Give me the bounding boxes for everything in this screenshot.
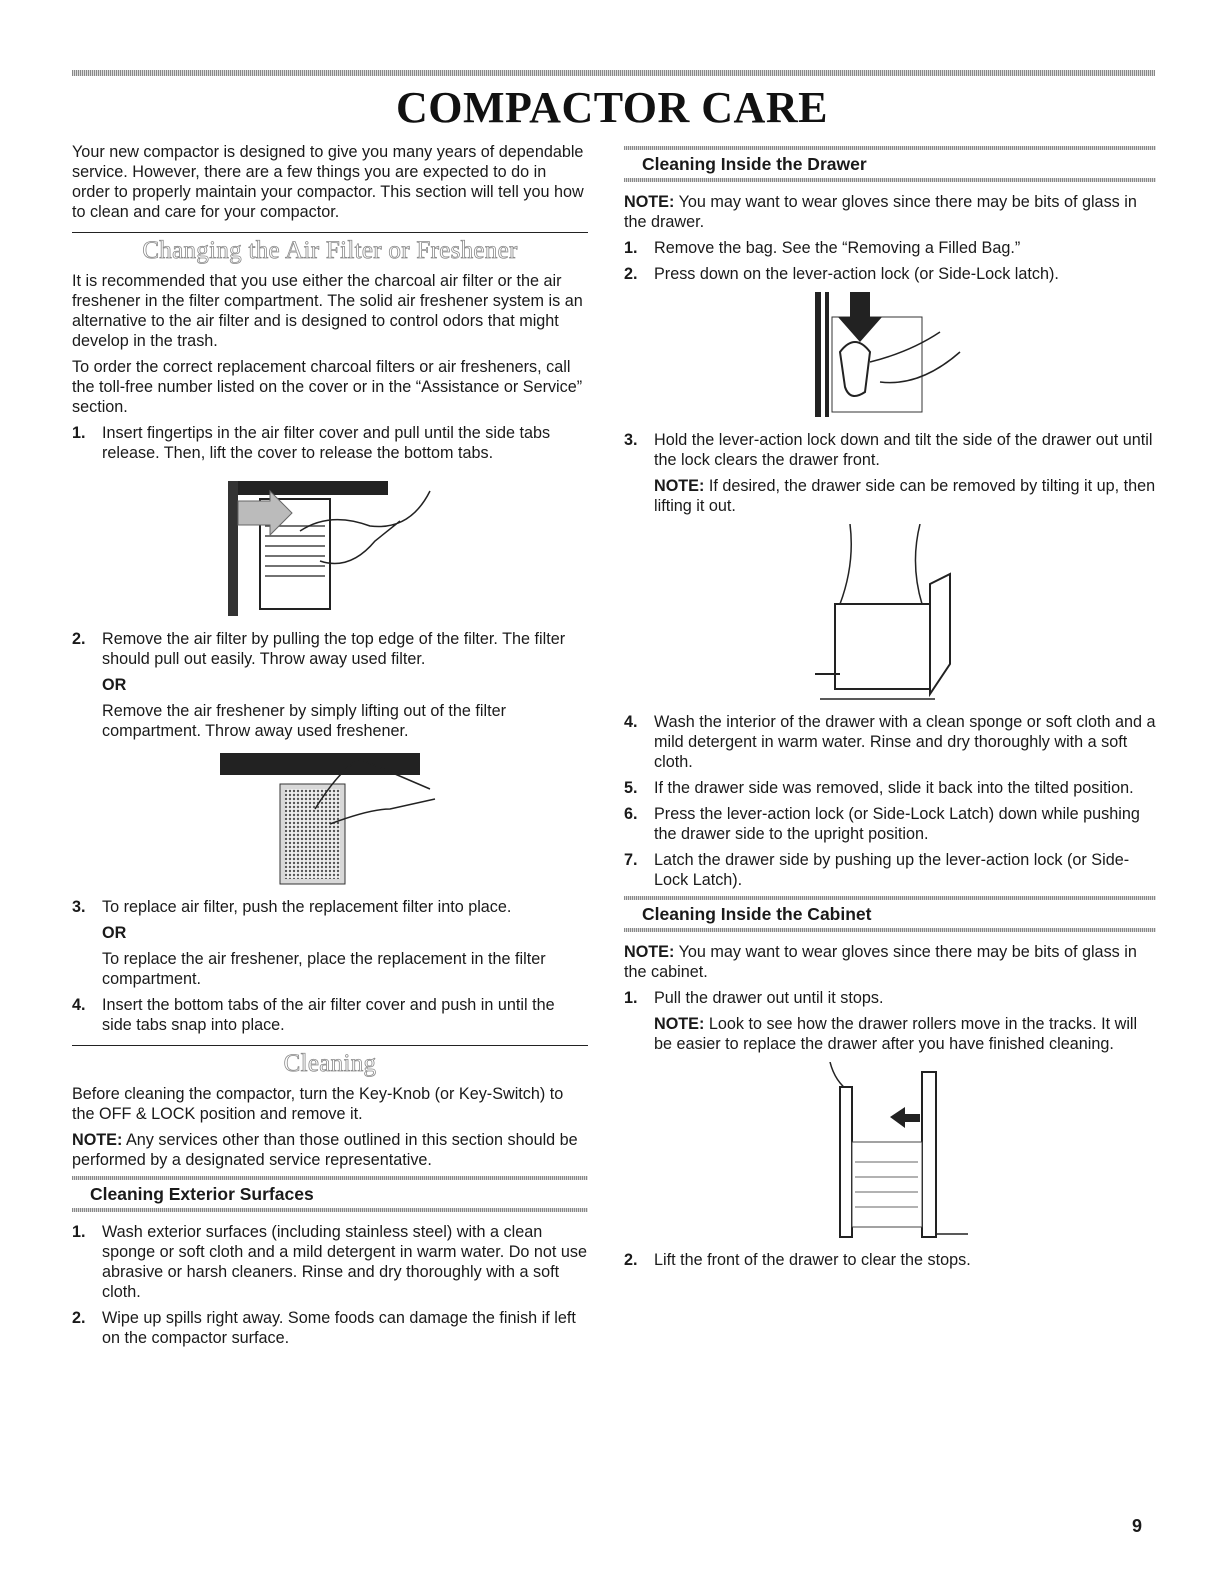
step-text: Wash exterior surfaces (including stainless steel) with a clean sponge or soft cloth and a mild detergent in warm water. Do not use abrasive or harsh cleaners. Rinse and dry thoroughly with a soft cloth. [102, 1223, 587, 1301]
cabinet-steps-cont [624, 1250, 1156, 1270]
note-text: Look to see how the drawer rollers move in the tracks. It will be easier to replace the drawer after you have finished cleaning. [654, 1015, 1138, 1053]
step-number: 1. [72, 424, 86, 442]
air-filter-steps [72, 423, 588, 463]
step-text: Insert fingertips in the air filter cover and pull until the side tabs release. Then, lift the cover to release the bottom tabs. [102, 424, 551, 462]
or-label: OR [102, 924, 127, 942]
air-freshener-illustration [220, 749, 440, 889]
step-number: 3. [624, 431, 638, 449]
note-text: You may want to wear gloves since there may be bits of glass in the cabinet. [624, 943, 1137, 981]
list-item [72, 1308, 588, 1348]
step-number: 5. [624, 779, 638, 797]
air-filter-para-1: It is recommended that you use either the charcoal air filter or the air freshener in the filter compartment. The solid air freshener system is an alternative to the air filter and is designed to control odors that might develop in the trash. [72, 272, 583, 350]
note-label: NOTE: [654, 1015, 705, 1033]
list-item [624, 712, 1156, 772]
air-filter-steps-cont [72, 629, 588, 741]
drawer-steps-cont [624, 430, 1156, 516]
drawer-steps [624, 238, 1156, 284]
step-number: 2. [624, 265, 638, 283]
step-text: Press down on the lever-action lock (or Side-Lock latch). [654, 265, 1059, 283]
list-item [72, 995, 588, 1035]
step-text: Pull the drawer out until it stops. [654, 989, 884, 1007]
cabinet-heading: Cleaning Inside the Cabinet [642, 904, 872, 924]
step-number: 6. [624, 805, 638, 823]
drawer-heading: Cleaning Inside the Drawer [642, 154, 867, 174]
exterior-heading: Cleaning Exterior Surfaces [90, 1184, 314, 1204]
step-number: 4. [624, 713, 638, 731]
list-item [624, 850, 1156, 890]
list-item [72, 1222, 588, 1302]
list-item [624, 430, 1156, 516]
cleaning-para: Before cleaning the compactor, turn the Key-Knob (or Key-Switch) to the OFF & LOCK position and remove it. [72, 1085, 564, 1123]
air-filter-cover-illustration [220, 471, 440, 621]
right-column [624, 146, 1156, 1276]
note-text: You may want to wear gloves since there may be bits of glass in the drawer. [624, 193, 1137, 231]
note-label: NOTE: [624, 193, 675, 211]
intro-paragraph: Your new compactor is designed to give you many years of dependable service. However, there are a few things you are expected to do in order to properly maintain your compactor. This section will tell you how to clean and care for your compactor. [72, 143, 584, 221]
air-filter-heading: Changing the Air Filter or Freshener [142, 237, 518, 264]
step-number: 1. [624, 989, 638, 1007]
step-text: Wash the interior of the drawer with a clean sponge or soft cloth and a mild detergent in warm water. Rinse and dry thoroughly with a soft cloth. [654, 713, 1156, 771]
cabinet-steps [624, 988, 1156, 1054]
drawer-steps-cont-2 [624, 712, 1156, 890]
note-label: NOTE: [72, 1131, 123, 1149]
list-item [72, 423, 588, 463]
step-number: 3. [72, 898, 86, 916]
step-text: Remove the bag. See the “Removing a Filled Bag.” [654, 239, 1021, 257]
note-text: Any services other than those outlined in this section should be performed by a designated service representative. [72, 1131, 578, 1169]
step-text: If the drawer side was removed, slide it back into the tilted position. [654, 779, 1134, 797]
section-divider [72, 232, 588, 233]
step-text: Lift the front of the drawer to clear the stops. [654, 1251, 971, 1269]
list-item [72, 629, 588, 741]
step-number: 1. [624, 239, 638, 257]
list-item [624, 264, 1156, 284]
exterior-subhead [72, 1176, 588, 1212]
left-column [72, 142, 588, 1354]
list-item [72, 897, 588, 989]
top-rule [72, 70, 1155, 76]
list-item [624, 804, 1156, 844]
list-item [624, 238, 1156, 258]
page-number: 9 [1131, 1516, 1142, 1536]
step-number: 2. [72, 630, 86, 648]
step-number: 2. [72, 1309, 86, 1327]
drawer-side-illustration [810, 524, 970, 704]
page-title: COMPACTOR CARE [396, 83, 828, 132]
step-number: 4. [72, 996, 86, 1014]
section-divider [72, 1045, 588, 1046]
note-label: NOTE: [624, 943, 675, 961]
step-number: 7. [624, 851, 638, 869]
list-item [624, 1250, 1156, 1270]
step-text: Latch the drawer side by pushing up the lever-action lock (or Side-Lock Latch). [654, 851, 1130, 889]
cabinet-drawer-illustration [810, 1062, 970, 1242]
step-text: Remove the air filter by pulling the top edge of the filter. The filter should pull out easily. Throw away used filter. [102, 630, 566, 668]
exterior-steps [72, 1222, 588, 1348]
step-text: Insert the bottom tabs of the air filter cover and push in until the side tabs snap into place. [102, 996, 555, 1034]
step-alt-text: To replace the air freshener, place the replacement in the filter compartment. [102, 950, 546, 988]
air-filter-steps-cont-2 [72, 897, 588, 1035]
step-alt-text: Remove the air freshener by simply lifting out of the filter compartment. Throw away used freshener. [102, 702, 506, 740]
step-text: Press the lever-action lock (or Side-Lock Latch) down while pushing the drawer side to the upright position. [654, 805, 1140, 843]
note-text: If desired, the drawer side can be removed by tilting it up, then lifting it out. [654, 477, 1156, 515]
list-item [624, 988, 1156, 1054]
or-label: OR [102, 676, 127, 694]
cabinet-subhead [624, 896, 1156, 932]
drawer-subhead [624, 146, 1156, 182]
note-label: NOTE: [654, 477, 705, 495]
list-item [624, 778, 1156, 798]
cleaning-heading: Cleaning [283, 1050, 377, 1077]
air-filter-para-2: To order the correct replacement charcoal filters or air fresheners, call the toll-free number listed on the cover or in the “Assistance or Service” section. [72, 358, 583, 416]
step-text: Hold the lever-action lock down and tilt the side of the drawer out until the lock clears the drawer front. [654, 431, 1153, 469]
step-number: 2. [624, 1251, 638, 1269]
step-number: 1. [72, 1223, 86, 1241]
step-text: To replace air filter, push the replacement filter into place. [102, 898, 512, 916]
step-text: Wipe up spills right away. Some foods can damage the finish if left on the compactor surface. [102, 1309, 576, 1347]
lever-lock-illustration [810, 292, 970, 422]
cleaning-note [72, 1130, 588, 1170]
